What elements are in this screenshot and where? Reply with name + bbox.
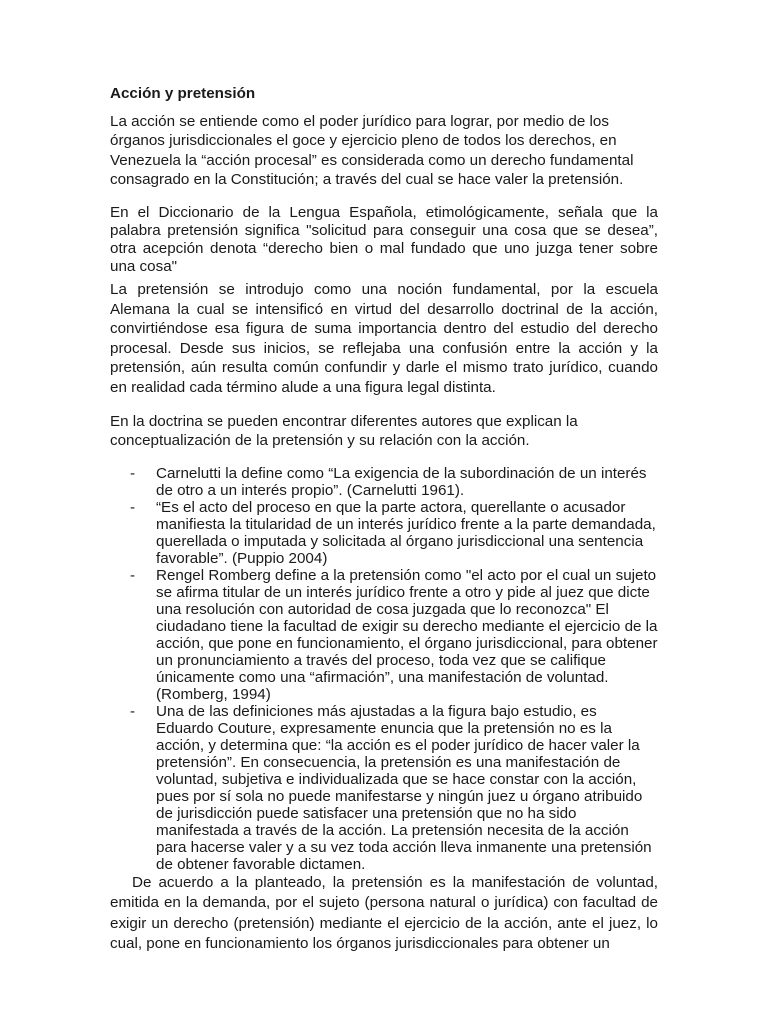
list-item-puppio: [110, 499, 658, 567]
author-definitions-list: [110, 465, 658, 873]
paragraph-doctrina-intro: En la doctrina se pueden encontrar diferentes autores que explican la conceptualización de la pretensión y su relación con la acción.: [110, 412, 578, 450]
list-item-text: “Es el acto del proceso en que la parte actora, querellante o acusador manifiesta la titularidad de un interés jurídico frente a la parte demandada, querellada o imputada y solicitada al órgano jurisdiccional una sentencia favorable”. (Puppio 2004): [156, 498, 656, 567]
list-item-text: Rengel Romberg define a la pretensión como "el acto por el cual un sujeto se afirma titular de un interés jurídico frente a otro y pide al juez que dicte una resolución con autoridad de cosa juzgada que lo reconozca" El ciudadano tiene la facultad de exigir su derecho mediante el ejercicio de la acción, que pone en funcionamiento, el órgano jurisdiccional, para obtener un pronunciamiento a través del proceso, toda vez que se califique únicamente como una “afirmación”, una manifestación de voluntad. (Romberg, 1994): [156, 566, 658, 703]
dash-bullet: -: [130, 464, 136, 482]
list-item-romberg: [110, 567, 658, 703]
section-heading: Acción y pretensión: [110, 85, 256, 102]
list-item-carnelutti: [110, 465, 658, 499]
list-item-couture: [110, 703, 658, 873]
list-item-text: Una de las definiciones más ajustadas a la figura bajo estudio, es Eduardo Couture, expresamente enuncia que la pretensión no es la acción, y determina que: “la acción es el poder jurídico de hacer valer la pretensión”. En consecuencia, la pretensión es una manifestación de voluntad, subjetiva e individualizada que se hace constar con la acción, pues por sí sola no puede manifestarse y ningún juez u órgano atribuido de jurisdicción puede satisfacer una pretensión que no ha sido manifestada a través de la acción. La pretensión necesita de la acción para hacerse valer y a su vez toda acción lleva inmanente una pretensión de obtener favorable dictamen.: [156, 702, 652, 873]
paragraph-pretension-origin: La pretensión se introdujo como una noción fundamental, por la escuela Alemana la cual se intensificó en virtud del desarrollo doctrinal de la acción, convirtiéndose esa figura de suma importancia dentro del estudio del derecho procesal. Desde sus inicios, se reflejaba una confusión entre la acción y la pretensión, aún resulta común confundir y darle el mismo trato jurídico, cuando en realidad cada término alude a una figura legal distinta.: [110, 280, 658, 396]
dash-bullet: -: [130, 702, 136, 720]
document-page: [110, 84, 658, 955]
list-item-text: Carnelutti la define como “La exigencia de la subordinación de un interés de otro a un interés propio”. (Carnelutti 1961).: [156, 464, 647, 499]
dash-bullet: -: [130, 566, 136, 584]
dash-bullet: -: [130, 498, 136, 516]
paragraph-diccionario: En el Diccionario de la Lengua Española, etimológicamente, señala que la palabra pretensión significa "solicitud para conseguir una cosa que se desea”, otra acepción denota “derecho bien o mal fundado que uno juzga tener sobre una cosa": [110, 203, 658, 275]
paragraph-conclusion: De acuerdo a la planteado, la pretensión es la manifestación de voluntad, emitida en la demanda, por el sujeto (persona natural o jurídica) con facultad de exigir un derecho (pretensión) mediante el ejercicio de la acción, ante el juez, lo cual, pone en funcionamiento los órganos jurisdiccionales para obtener un: [110, 873, 658, 953]
paragraph-accion-definition: La acción se entiende como el poder jurídico para lograr, por medio de los órganos jurisdiccionales el goce y ejercicio pleno de todos los derechos, en Venezuela la “acción procesal” es considerada como un derecho fundamental consagrado en la Constitución; a través del cual se hace valer la pretensión.: [110, 112, 634, 189]
